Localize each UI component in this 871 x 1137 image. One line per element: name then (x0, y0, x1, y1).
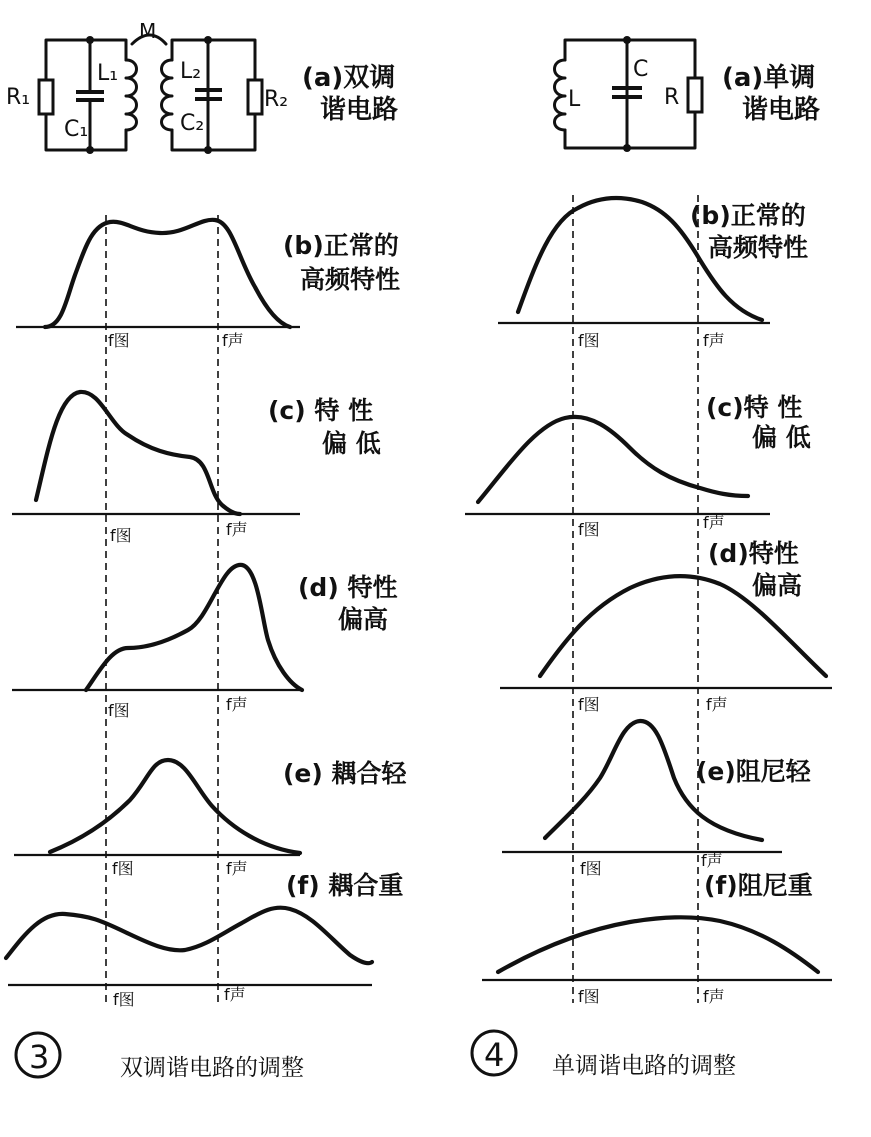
label-l: L (568, 87, 581, 112)
resistor-r (688, 78, 702, 112)
left-panel-b (16, 220, 400, 350)
curve-left-c (36, 392, 240, 514)
curve-left-e (50, 760, 300, 853)
right-panel-e (502, 721, 812, 878)
left-panel-f (6, 871, 403, 1009)
right-d-label-line2: 偏高 (752, 571, 803, 600)
left-b-marker-sound: f声 (222, 331, 244, 350)
left-d-marker-sound: f声 (226, 695, 248, 714)
label-m: M (139, 19, 157, 43)
left-b-label-line1: (b)正常的 (283, 231, 399, 260)
right-e-label-line1: (e)阻尼轻 (696, 757, 811, 786)
right-d-label-line1: (d)特性 (708, 539, 799, 568)
right-d-marker-image: f图 (578, 695, 600, 714)
left-circuit-title-line1: (a)双调 (302, 63, 396, 93)
label-r2: R₂ (264, 87, 289, 112)
left-b-marker-image: f图 (108, 331, 130, 350)
right-d-marker-sound: f声 (706, 695, 728, 714)
left-f-marker-sound: f声 (224, 985, 246, 1004)
right-caption: 单调谐电路的调整 (552, 1053, 736, 1079)
right-c-marker-sound: f声 (703, 513, 725, 532)
left-figure-number: 3 (29, 1038, 50, 1076)
label-r1: R₁ (6, 85, 31, 110)
left-circuit-schematic (6, 19, 288, 154)
left-c-label-line2: 偏 低 (322, 429, 381, 458)
curve-right-f (498, 917, 818, 972)
left-c-marker-image: f图 (110, 526, 132, 545)
inductor-l2 (162, 60, 173, 130)
right-c-label-line1: (c)特 性 (706, 393, 803, 422)
right-e-marker-sound: f声 (701, 851, 723, 870)
left-panel-c (12, 392, 381, 545)
label-l2: L₂ (180, 59, 202, 84)
right-c-marker-image: f图 (578, 520, 600, 539)
left-d-marker-image: f图 (108, 701, 130, 720)
left-b-label-line2: 高频特性 (300, 265, 401, 294)
left-panel-e (14, 759, 408, 878)
right-b-label-line2: 高频特性 (708, 233, 809, 262)
right-panel-c (465, 393, 811, 539)
left-c-label-line1: (c) 特 性 (268, 396, 374, 425)
left-caption: 双调谐电路的调整 (120, 1055, 304, 1081)
label-c2: C₂ (180, 111, 205, 136)
right-f-marker-sound: f声 (703, 987, 725, 1006)
inductor-l (555, 60, 566, 130)
right-circuit-title-line1: (a)单调 (722, 63, 816, 93)
label-c1: C₁ (64, 117, 89, 142)
curve-left-d (86, 565, 302, 690)
right-circuit-title-line2: 谐电路 (742, 95, 821, 125)
right-f-label-line1: (f)阻尼重 (704, 871, 813, 900)
label-l1: L₁ (97, 61, 119, 86)
right-panel-b (498, 198, 808, 350)
right-panel-d (500, 539, 832, 714)
right-b-marker-sound: f声 (703, 331, 725, 350)
left-circuit-title-line2: 谐电路 (320, 95, 399, 125)
right-b-label-line1: (b)正常的 (690, 201, 806, 230)
right-panel-f (482, 871, 832, 1006)
right-f-marker-image: f图 (578, 987, 600, 1006)
curve-left-f (6, 908, 372, 963)
left-d-label-line2: 偏高 (338, 605, 389, 634)
inductor-l1 (126, 60, 137, 130)
left-f-marker-image: f图 (113, 990, 135, 1009)
resistor-r1 (39, 80, 53, 114)
left-c-marker-sound: f声 (226, 520, 248, 539)
right-circuit-schematic (555, 36, 703, 152)
left-d-label-line1: (d) 特性 (298, 573, 398, 602)
right-c-label-line2: 偏 低 (752, 423, 811, 452)
resistor-r2 (248, 80, 262, 114)
left-f-label-line1: (f) 耦合重 (286, 871, 404, 900)
label-r: R (664, 85, 680, 110)
left-panel-d (12, 565, 397, 720)
right-b-marker-image: f图 (578, 331, 600, 350)
curve-left-b (45, 220, 290, 327)
label-c: C (633, 57, 649, 82)
left-e-marker-image: f图 (112, 859, 134, 878)
right-figure-number: 4 (484, 1036, 505, 1074)
left-e-marker-sound: f声 (226, 859, 248, 878)
curve-right-c (478, 417, 748, 502)
left-e-label-line1: (e) 耦合轻 (283, 759, 407, 788)
right-e-marker-image: f图 (580, 859, 602, 878)
